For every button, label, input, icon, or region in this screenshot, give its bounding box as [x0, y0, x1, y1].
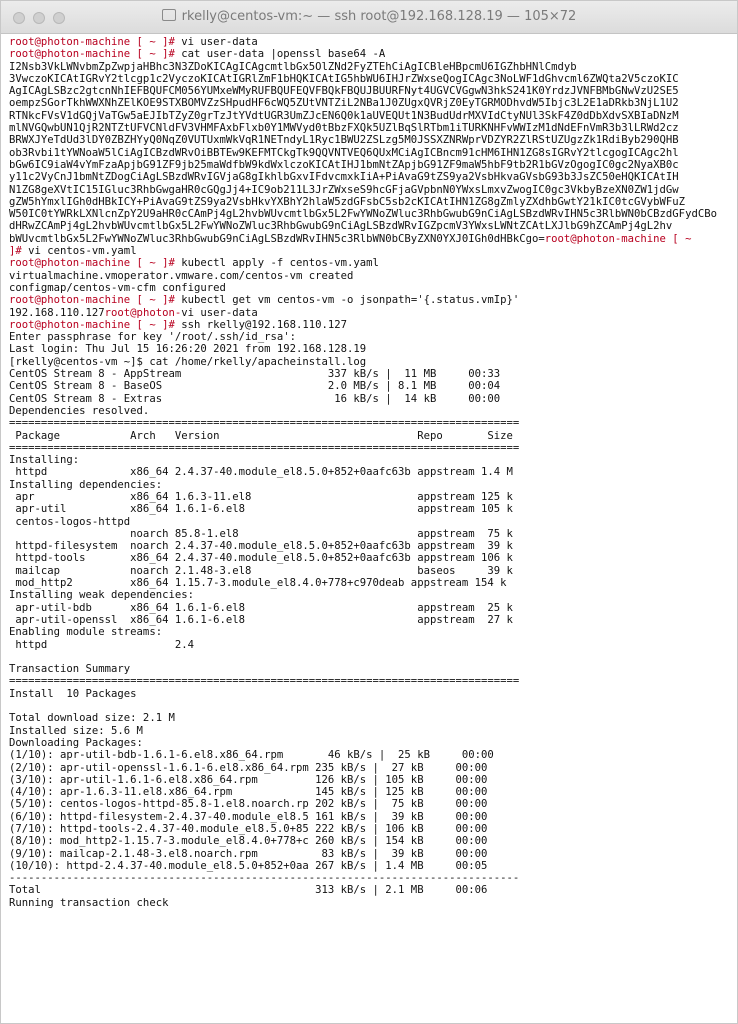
terminal-text: bGw6IC9iaW4vYmFzaApjbG91ZF9jb25maWdfbW9kdWxlczoKICAtIHJ1bmNtZApjbG91ZF9maW5hbF9tb2R1bGVzOgogIC0gc2NyaXB0c [9, 158, 679, 171]
terminal-line [9, 245, 733, 257]
terminal-line [9, 319, 733, 331]
terminal-line [9, 614, 733, 626]
shell-prompt: root@photon-machine [ ~ ]# [9, 318, 182, 331]
terminal-line [9, 897, 733, 909]
terminal-line [9, 356, 733, 368]
shell-prompt: ]# [9, 245, 29, 258]
terminal-line [9, 651, 733, 663]
terminal-text: oempzSGorTkhWWXNhZElKOE9STXBOMVZzSHpudHF6cWQ5ZUtVNTZiL2NBa1J0ZUgxQVRjZ0EyTGRMODhvdW5Ibjc3L2E1aDRkb3NjL1U2 [9, 97, 679, 110]
terminal-line [9, 85, 733, 97]
terminal-text: ob3Rvbi1tYWNoaW5lCiAgICBzdWRvOiBBTEw9KEFMTCkgTk9QQVNTVEQ6QUxMCiAgICBncm91cHM6IHN1ZG8sIGRvY2tlcgogICAgc2hl [9, 146, 679, 159]
terminal-text: (10/10): httpd-2.4.37-40.module_el8.5.0+852+0aa 267 kB/s | 1.4 MB 00:05 [9, 859, 488, 872]
terminal-line [9, 97, 733, 109]
terminal-line [9, 565, 733, 577]
terminal-text: noarch 85.8-1.el8 appstream 75 k [9, 527, 513, 540]
terminal-text: CentOS Stream 8 - BaseOS 2.0 MB/s | 8.1 MB 00:04 [9, 380, 501, 393]
terminal-text: (3/10): apr-util-1.6.1-6.el8.x86_64.rpm 126 kB/s | 105 kB 00:00 [9, 773, 488, 786]
terminal-line [9, 110, 733, 122]
terminal-line [9, 786, 733, 798]
terminal-text: 192.168.110.127 [9, 306, 105, 319]
terminal-text: CentOS Stream 8 - AppStream 337 kB/s | 11 MB 00:33 [9, 368, 501, 381]
terminal-text: vi user-data [181, 306, 258, 319]
terminal-text: W50IC0tYWRkLXNlcnZpY2U9aHR0cCAmPj4gL2hvbWUvcmtlbGx5L2FwYWNoZWluc3RhbGwubG9nCiAgLSBzdWRvIHN5c3RlbWN0bCBzdGFydCBo [9, 208, 717, 221]
terminal-line [9, 589, 733, 601]
terminal-text: mod_http2 x86_64 1.15.7-3.module_el8.4.0+778+c970deab appstream 154 k [9, 577, 507, 590]
terminal-text: Enter passphrase for key '/root/.ssh/id_rsa': [9, 331, 297, 344]
terminal-text: httpd-filesystem noarch 2.4.37-40.module_el8.5.0+852+0aafc63b appstream 39 k [9, 540, 513, 553]
terminal-text: Total 313 kB/s | 2.1 MB 00:06 [9, 884, 488, 897]
terminal-line [9, 294, 733, 306]
shell-prompt: root@photon-machine [ ~ ]# [9, 48, 182, 61]
terminal-text: vi centos-vm.yaml [28, 245, 137, 258]
terminal-line [9, 196, 733, 208]
terminal-text: Installing dependencies: [9, 478, 163, 491]
window-title: rkelly@centos-vm:~ — ssh root@192.168.128.19 — 105×72 [181, 9, 577, 24]
terminal-line [9, 147, 733, 159]
terminal-line [9, 73, 733, 85]
terminal-line [9, 503, 733, 515]
terminal-text: apr x86_64 1.6.3-11.el8 appstream 125 k [9, 490, 513, 503]
terminal-text: [rkelly@centos-vm ~]$ cat /home/rkelly/apacheinstall.log [9, 355, 367, 368]
terminal-line [9, 220, 733, 232]
terminal-text: kubectl apply -f centos-vm.yaml [181, 257, 379, 270]
terminal-text: apr-util-bdb x86_64 1.6.1-6.el8 appstream 25 k [9, 601, 513, 614]
window-title-wrap [1, 9, 737, 24]
terminal-text: cat user-data |openssl base64 -A [181, 48, 386, 61]
terminal-line [9, 491, 733, 503]
terminal-line [9, 835, 733, 847]
terminal-text: vi user-data [181, 36, 258, 48]
terminal-text: apr-util-openssl x86_64 1.6.1-6.el8 appstream 27 k [9, 613, 513, 626]
terminal-text: centos-logos-httpd [9, 515, 131, 528]
terminal-text: virtualmachine.vmoperator.vmware.com/centos-vm created [9, 269, 354, 282]
terminal-line [9, 36, 733, 48]
terminal-line [9, 466, 733, 478]
terminal-text: (1/10): apr-util-bdb-1.6.1-6.el8.x86_64.rpm 46 kB/s | 25 kB 00:00 [9, 749, 494, 762]
terminal-output[interactable] [9, 36, 733, 909]
terminal-text: BRWXJYeTdUd3lDY0ZBZHYyQ0NqZ0VUTUxmWkVqR1NETndyL1Ryc1BWU2ZSLzg5M0JSSXZNRWprVDZYR2ZlRStUZUgzZk1RdiByb290QHB [9, 134, 679, 147]
terminal-line [9, 602, 733, 614]
terminal-text: ================================================================================ [9, 417, 520, 430]
terminal-line [9, 61, 733, 73]
terminal-text: (2/10): apr-util-openssl-1.6.1-6.el8.x86_64.rpm 235 kB/s | 27 kB 00:00 [9, 761, 488, 774]
terminal-line [9, 454, 733, 466]
terminal-text: bWUvcmtlbGx5L2FwYWNoZWluc3RhbGwubG9nCiAgLSBzdWRvIHN5c3RlbWN0bCByZXN0YXJ0IGh0dHBkCgo= [9, 232, 545, 245]
terminal-text: (9/10): mailcap-2.1.48-3.el8.noarch.rpm 83 kB/s | 39 kB 00:00 [9, 847, 488, 860]
terminal-line [9, 479, 733, 491]
terminal-line [9, 725, 733, 737]
title-bar[interactable] [1, 1, 737, 34]
terminal-text: Package Arch Version Repo Size [9, 429, 513, 442]
shell-prompt: root@photon-machine [ ~ ]# [9, 294, 182, 307]
terminal-text: Total download size: 2.1 M [9, 712, 175, 725]
terminal-text: configmap/centos-vm-cfm configured [9, 281, 226, 294]
terminal-line [9, 159, 733, 171]
terminal-line [9, 749, 733, 761]
terminal-text: -------------------------------------------------------------------------------- [9, 872, 520, 885]
terminal-line [9, 798, 733, 810]
terminal-line [9, 712, 733, 724]
terminal-text: ssh rkelly@192.168.110.127 [181, 318, 348, 331]
terminal-text: Installing: [9, 454, 80, 467]
terminal-line [9, 688, 733, 700]
terminal-text: Running transaction check [9, 896, 169, 909]
terminal-text: dHRwZCAmPj4gL2hvbWUvcmtlbGx5L2FwYWNoZWluc3RhbGwubG9nCiAgLSBzdWRvIGZpcmV3YWxsLWNtZCAtLXJlbG9hZCAmPj4gL2hv [9, 220, 673, 233]
terminal-text: mailcap noarch 2.1.48-3.el8 baseos 39 k [9, 564, 513, 577]
terminal-text: httpd 2.4 [9, 638, 194, 651]
terminal-text: kubectl get vm centos-vm -o jsonpath='{.status.vmIp}' [181, 294, 520, 307]
terminal-line [9, 860, 733, 872]
terminal-text: Downloading Packages: [9, 736, 143, 749]
terminal-line [9, 393, 733, 405]
terminal-line [9, 811, 733, 823]
terminal-line [9, 577, 733, 589]
terminal-line [9, 737, 733, 749]
terminal-text: Enabling module streams: [9, 626, 163, 639]
terminal-line [9, 208, 733, 220]
terminal-line [9, 270, 733, 282]
terminal-line [9, 528, 733, 540]
terminal-line [9, 872, 733, 884]
terminal-line [9, 307, 733, 319]
terminal-text: httpd x86_64 2.4.37-40.module_el8.5.0+852+0aafc63b appstream 1.4 M [9, 466, 513, 479]
terminal-line [9, 848, 733, 860]
terminal-line [9, 675, 733, 687]
terminal-line [9, 368, 733, 380]
terminal-line [9, 48, 733, 60]
terminal-text: httpd-tools x86_64 2.4.37-40.module_el8.5.0+852+0aafc63b appstream 106 k [9, 552, 513, 565]
terminal-text: RTNkcFVsV1dGQjVaTGw5aEJIbTZyZ0grTzJtYVdtUGR3UmZJcEN6Q0k1aUVEQUt1N3BudUdrMXVIdCtyNUl3SkF4Z0dDbXdvSXBIaDNzM [9, 109, 679, 122]
terminal-text: (8/10): mod_http2-1.15.7-3.module_el8.4.0+778+c 260 kB/s | 154 kB 00:00 [9, 835, 488, 848]
terminal-text: apr-util x86_64 1.6.1-6.el8 appstream 105 k [9, 503, 513, 516]
terminal-line [9, 380, 733, 392]
terminal-line [9, 516, 733, 528]
terminal-text: AgICAgLSBzc2gtcnNhIEFBQUFCM056YUMxeWMyRUFBQUFEQVFBQkFBQUJBUURFNyt4UGVCVGgwN3hkS241K0YrdzJVNFBMbGNwVzU2SE5 [9, 85, 679, 98]
terminal-text: Install 10 Packages [9, 687, 137, 700]
terminal-text: ================================================================================ [9, 441, 520, 454]
shell-prompt: root@photon-machine [ ~ ]# [9, 257, 182, 270]
folder-icon [162, 9, 176, 21]
terminal-text: CentOS Stream 8 - Extras 16 kB/s | 14 kB 00:00 [9, 392, 501, 405]
terminal-line [9, 700, 733, 712]
terminal-text: Installing weak dependencies: [9, 589, 194, 602]
terminal-line [9, 626, 733, 638]
terminal-line [9, 417, 733, 429]
terminal-text: (6/10): httpd-filesystem-2.4.37-40.module_el8.5 161 kB/s | 39 kB 00:00 [9, 810, 488, 823]
terminal-line [9, 774, 733, 786]
terminal-line [9, 233, 733, 245]
terminal-line [9, 663, 733, 675]
terminal-line [9, 884, 733, 896]
terminal-line [9, 540, 733, 552]
terminal-text: (4/10): apr-1.6.3-11.el8.x86_64.rpm 145 kB/s | 125 kB 00:00 [9, 786, 488, 799]
terminal-line [9, 405, 733, 417]
terminal-line [9, 442, 733, 454]
terminal-line [9, 331, 733, 343]
terminal-line [9, 430, 733, 442]
terminal-text: Last login: Thu Jul 15 16:26:20 2021 from 192.168.128.19 [9, 343, 367, 356]
terminal-line [9, 282, 733, 294]
terminal-line [9, 134, 733, 146]
terminal-text: mlNVGQwbUN1QjR2NTZtUFVCNldFV3VHMFAxbFlxb0Y1MWVyd0tBbzFXQk5UZlBqSlRTbm1iTURKNHFvWWIzM1dNdEFnVmR3b3lLRWd2cz [9, 122, 679, 135]
terminal-text: 3VwczoKICAtIGRvY2tlcgp1c2VyczoKICAtIGRlZmF1bHQKICAtIG5hbWU6IHJrZWxseQogICAgc3NoLWF1dGhvcml6ZWQta2V5czoKIC [9, 72, 679, 85]
terminal-line [9, 762, 733, 774]
shell-prompt: root@photon- [104, 306, 182, 319]
terminal-text: y11c2VyCnJ1bmNtZDogCiAgLSBzdWRvIGVjaG8gIkhlbGxvIFdvcmxkIiA+PiAvaG9tZS9ya2VsbHkvaGVsbG93b3JsZC50eHQKICAtIH [9, 171, 679, 184]
terminal-text: (5/10): centos-logos-httpd-85.8-1.el8.noarch.rp 202 kB/s | 75 kB 00:00 [9, 798, 488, 811]
shell-prompt: root@photon-machine [ ~ [544, 232, 692, 245]
terminal-line [9, 343, 733, 355]
terminal-text: (7/10): httpd-tools-2.4.37-40.module_el8.5.0+85 222 kB/s | 106 kB 00:00 [9, 823, 488, 835]
terminal-text: Dependencies resolved. [9, 404, 150, 417]
terminal-text: gZW5hYmxlIGh0dHBkICY+PiAvaG9tZS9ya2VsbHkvYXBhY2hlaW5zdGFsbC5sb2cKICAtIHN1ZG8gZmlyZXdhbGwtY21kIC0tcGVybWFuZ [9, 195, 686, 208]
terminal-line [9, 823, 733, 835]
terminal-line [9, 552, 733, 564]
terminal-line [9, 257, 733, 269]
terminal-text: N1ZG8geXVtIC15IGluc3RhbGwgaHR0cGQgJj4+IC9ob211L3JrZWxseS9hcGFjaGVpbnN0YWxsLmxvZwogIC0gc3VkbyBzeXN0ZW1jdGw [9, 183, 679, 196]
terminal-text: Installed size: 5.6 M [9, 724, 143, 737]
terminal-line [9, 122, 733, 134]
terminal-text: ================================================================================ [9, 675, 520, 688]
terminal-line [9, 171, 733, 183]
shell-prompt: root@photon-machine [ ~ ]# [9, 36, 182, 48]
terminal-text: I2Nsb3VkLWNvbmZpZwpjaHBhc3N3ZDoKICAgICAgcmtlbGx5OlZNd2FyZTEhCiAgICBleHBpcmU6IGZhbHNlCmdyb [9, 60, 577, 73]
terminal-line [9, 184, 733, 196]
terminal-line [9, 639, 733, 651]
terminal-text: Transaction Summary [9, 663, 131, 676]
